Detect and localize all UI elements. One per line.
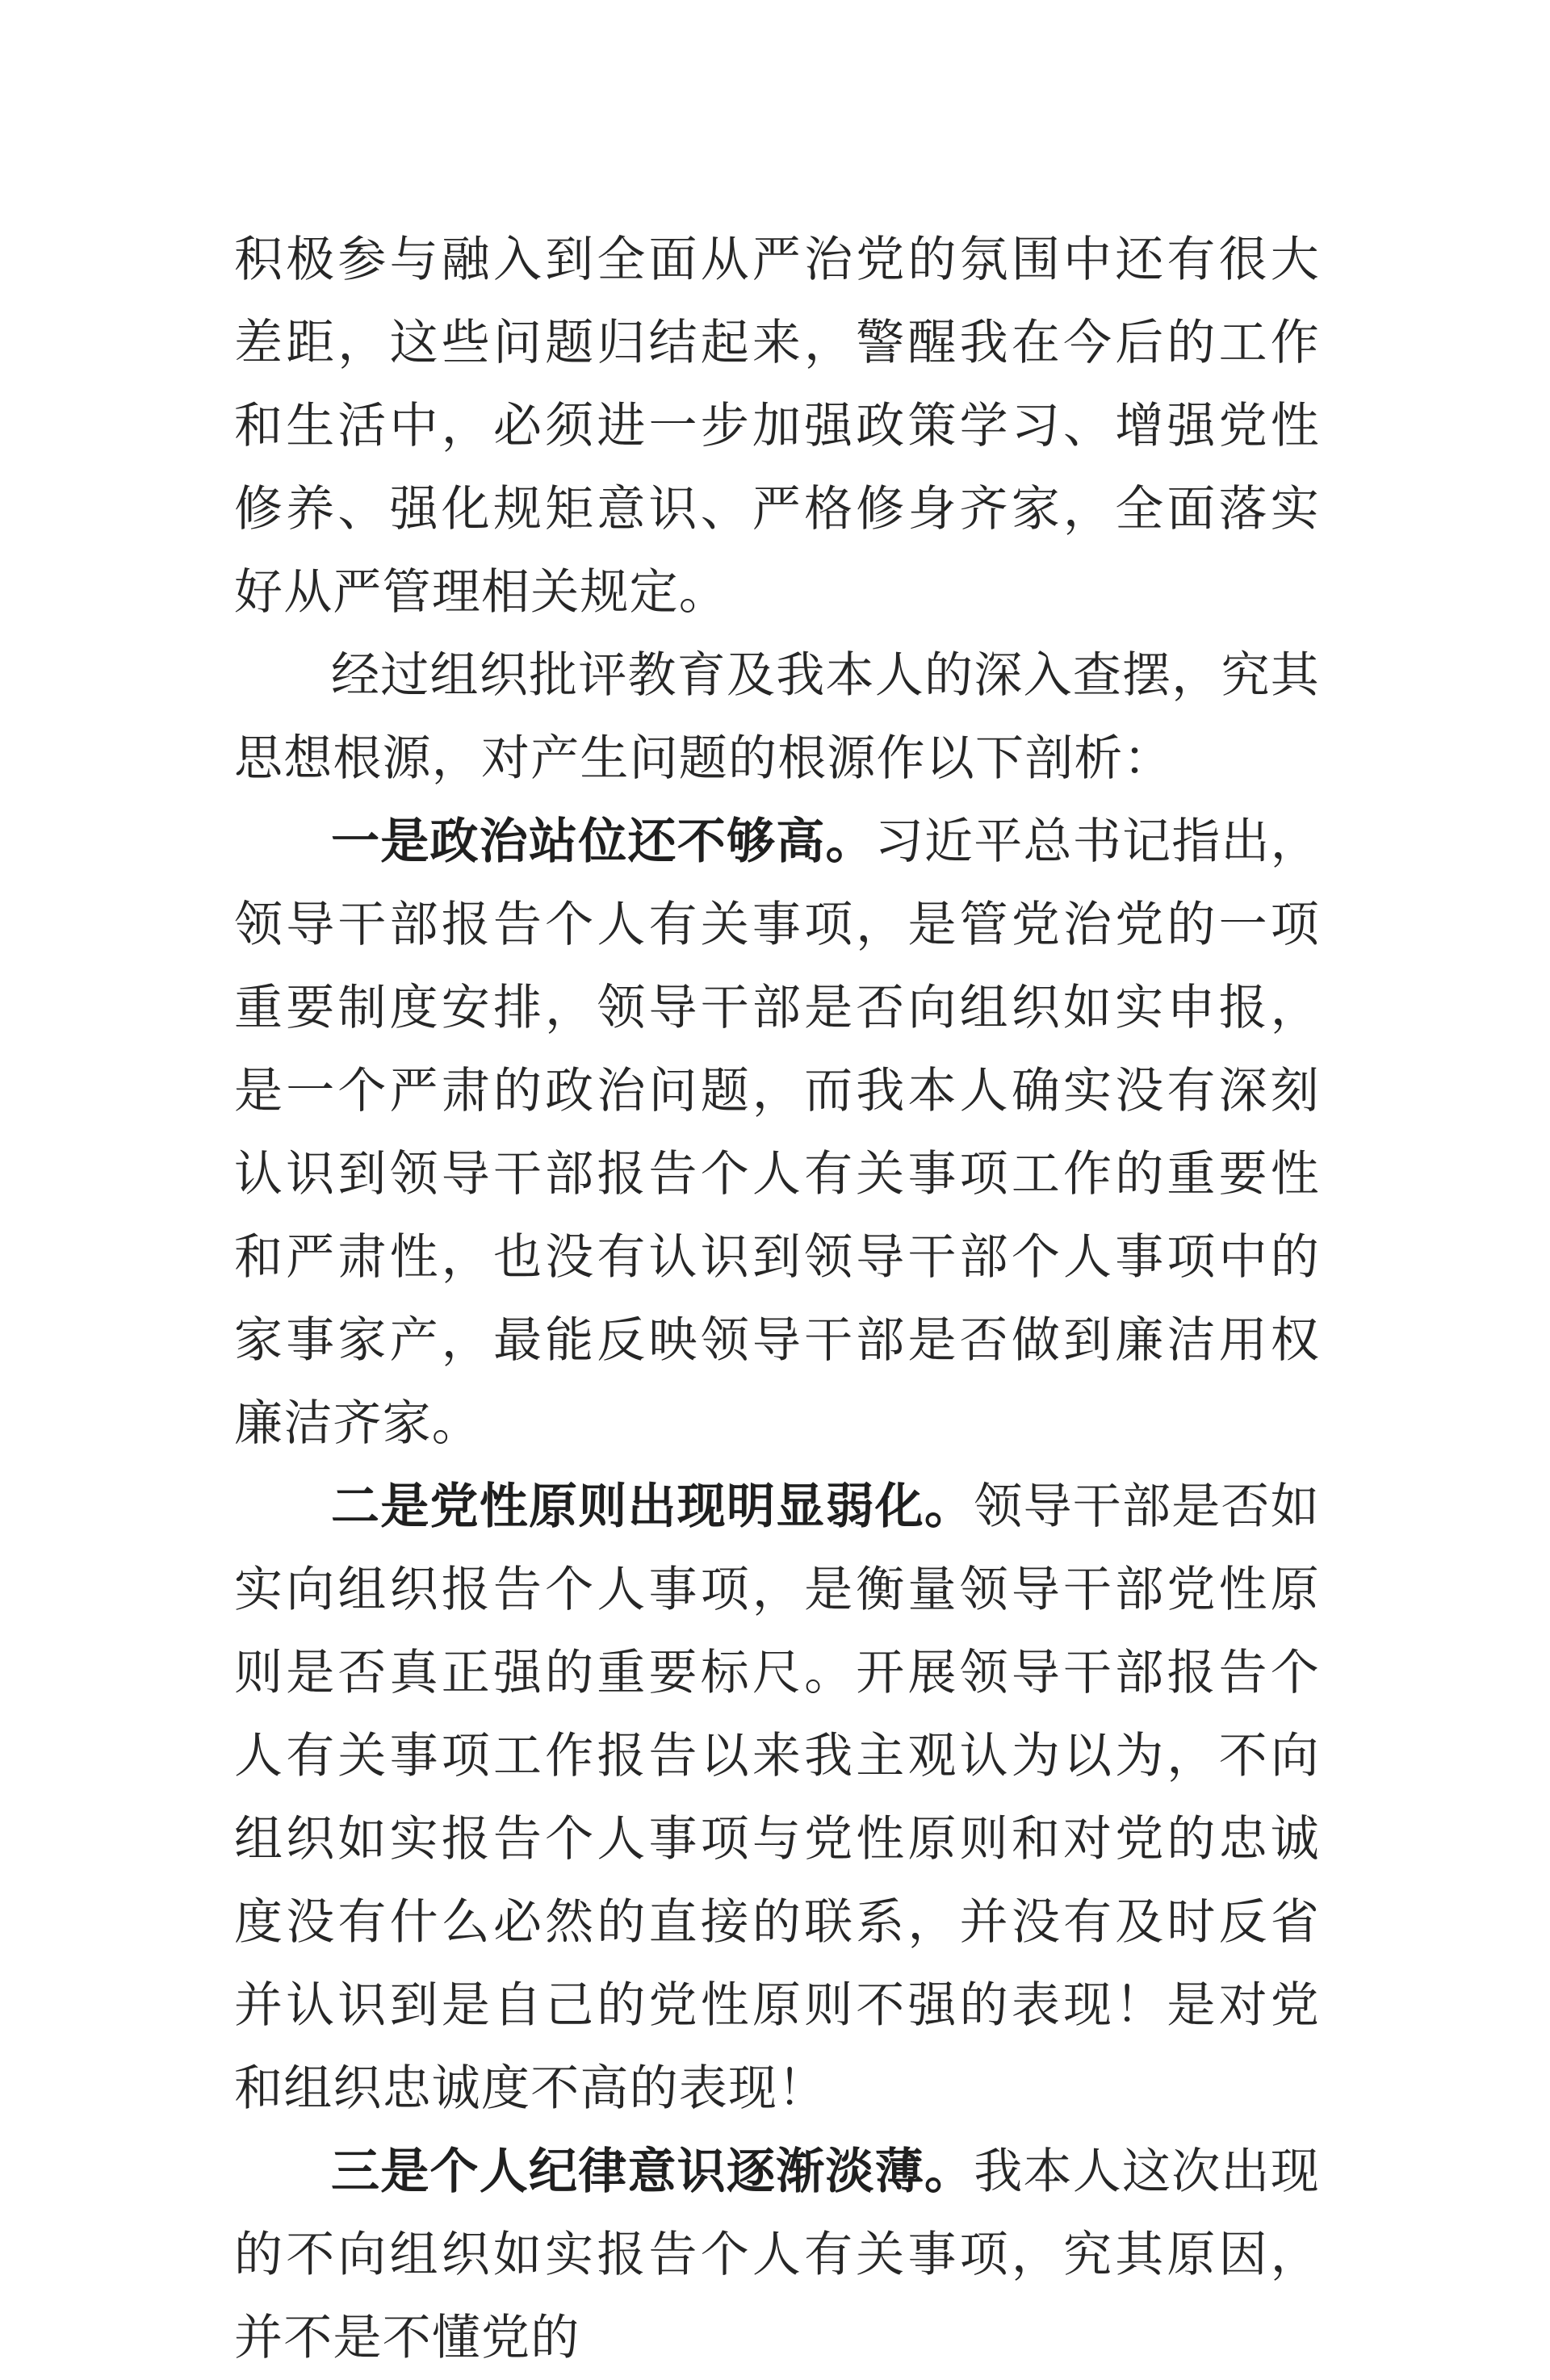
paragraph-lead-heading: 二是党性原则出现明显弱化。 xyxy=(331,1479,974,1535)
paragraph-text: 习近平总书记指出，领导干部报告个人有关事项，是管党治党的一项重要制度安排，领导干部是否向组织如实申报，是一个严肃的政治问题，而我本人确实没有深刻认识到领导干部报告个人有关事项工作的重要性和严肃性，也没有认识到领导干部个人事项中的家事家产，最能反映领导干部是否做到廉洁用权廉洁齐家。 xyxy=(234,814,1320,1452)
paragraph-point-one xyxy=(234,801,1320,1466)
paragraph-point-two xyxy=(234,1466,1320,2131)
paragraph-point-three xyxy=(234,2131,1320,2380)
paragraph-text: 经过组织批评教育及我本人的深入查摆，究其思想根源，对产生问题的根源作以下剖析： xyxy=(234,647,1320,787)
paragraph-lead-heading: 三是个人纪律意识逐渐淡薄。 xyxy=(331,2144,974,2200)
paragraph-analysis-intro xyxy=(234,634,1320,801)
paragraph-text: 领导干部是否如实向组织报告个人事项，是衡量领导干部党性原则是否真正强的重要标尺。开展领导干部报告个人有关事项工作报告以来我主观认为以为，不向组织如实报告个人事项与党性原则和对党的忠诚度没有什么必然的直接的联系，并没有及时反省并认识到是自己的党性原则不强的表现！是对党和组织忠诚度不高的表现！ xyxy=(234,1479,1320,2117)
paragraph-continuation xyxy=(234,219,1320,634)
paragraph-text: 积极参与融入到全面从严治党的氛围中还有很大差距，这些问题归结起来，警醒我在今后的工作和生活中，必须进一步加强政策学习、增强党性修养、强化规矩意识、严格修身齐家，全面落实好从严管理相关规定。 xyxy=(234,232,1320,621)
paragraph-lead-heading: 一是政治站位还不够高。 xyxy=(331,814,875,870)
paragraph-text: 我本人这次出现的不向组织如实报告个人有关事项，究其原因，并不是不懂党的 xyxy=(234,2144,1320,2366)
body-text xyxy=(234,219,1320,2380)
